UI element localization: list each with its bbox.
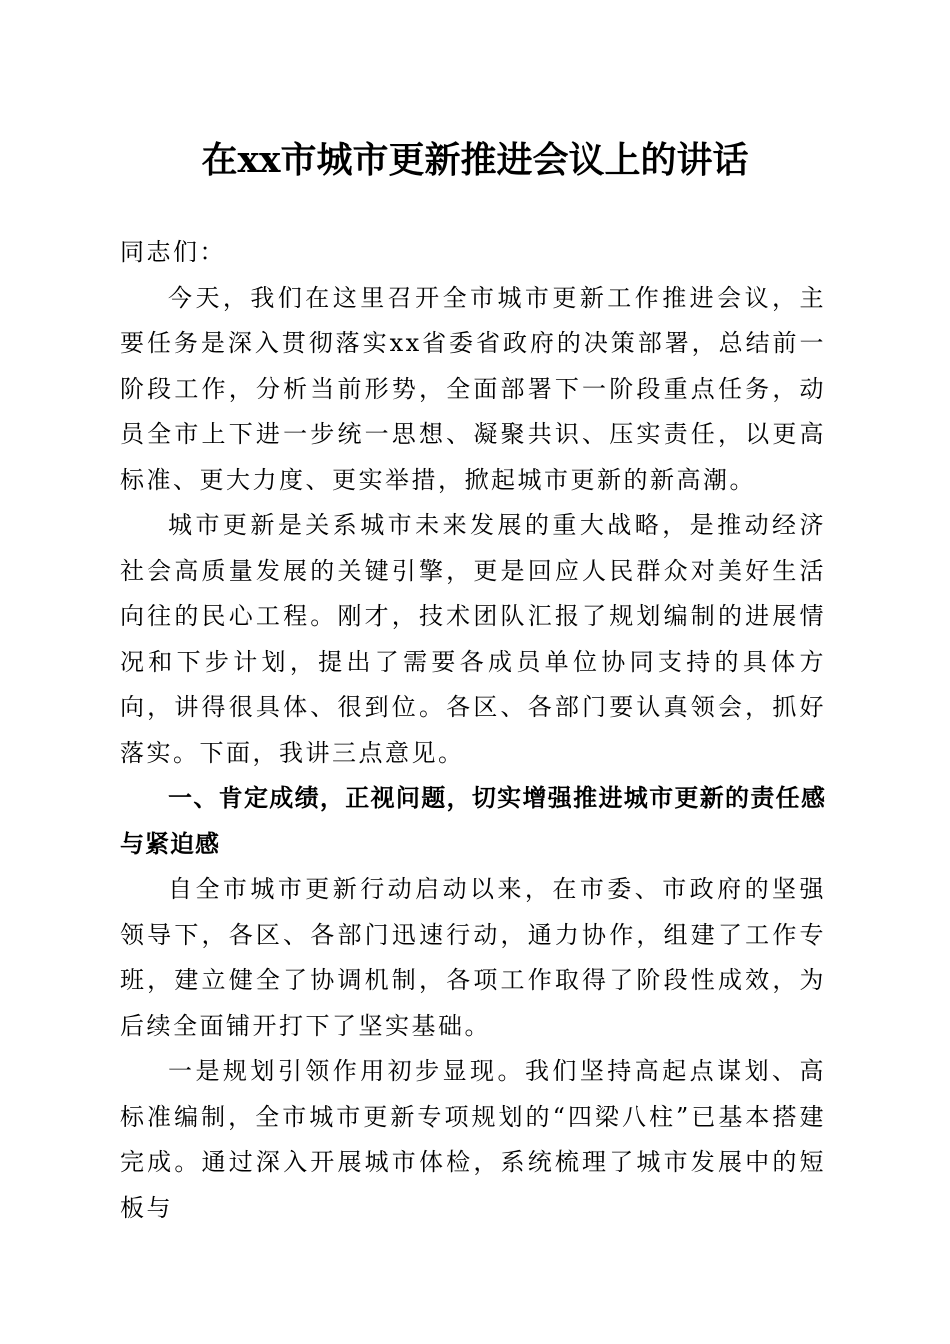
paragraph-significance: 城市更新是关系城市未来发展的重大战略，是推动经济社会高质量发展的关键引擎，更是回应人民群众对美好生活向往的民心工程。刚才，技术团队汇报了规划编制的进展情况和下步计划，提出了需要各成员单位协同支持的具体方向，讲得很具体、很到位。各区、各部门要认真领会，抓好落实。下面，我讲三点意见。 (120, 511, 826, 767)
section-heading-1: 一、肯定成绩，正视问题，切实增强推进城市更新的责任感与紧迫感 (120, 784, 826, 858)
paragraph-point-one (120, 1049, 826, 1231)
paragraph-opening: 今天，我们在这里召开全市城市更新工作推进会议，主要任务是深入贯彻落实xx省委省政府的决策部署，总结前一阶段工作，分析当前形势，全面部署下一阶段重点任务，动员全市上下进一步统一思想、凝聚共识、压实责任，以更高标准、更大力度、更实举措，掀起城市更新的新高潮。 (120, 283, 826, 494)
document-title: 在xx市城市更新推进会议上的讲话 (201, 139, 749, 181)
document-body (120, 230, 826, 1231)
point-one-lead: 一是规划引领作用初步显现。 (168, 1057, 525, 1085)
paragraph-achievements: 自全市城市更新行动启动以来，在市委、市政府的坚强领导下，各区、各部门迅速行动，通力协作，组建了工作专班，建立健全了协调机制，各项工作取得了阶段性成效，为后续全面铺开打下了坚实基础。 (120, 875, 826, 1040)
point-one-text: 我们坚持高起点谋划、高标准编制，全市城市更新专项规划的“四梁八柱”已基本搭建完成。通过深入开展城市体检，系统梳理了城市发展中的短板与 (120, 1057, 827, 1222)
salutation: 同志们： (120, 238, 226, 266)
